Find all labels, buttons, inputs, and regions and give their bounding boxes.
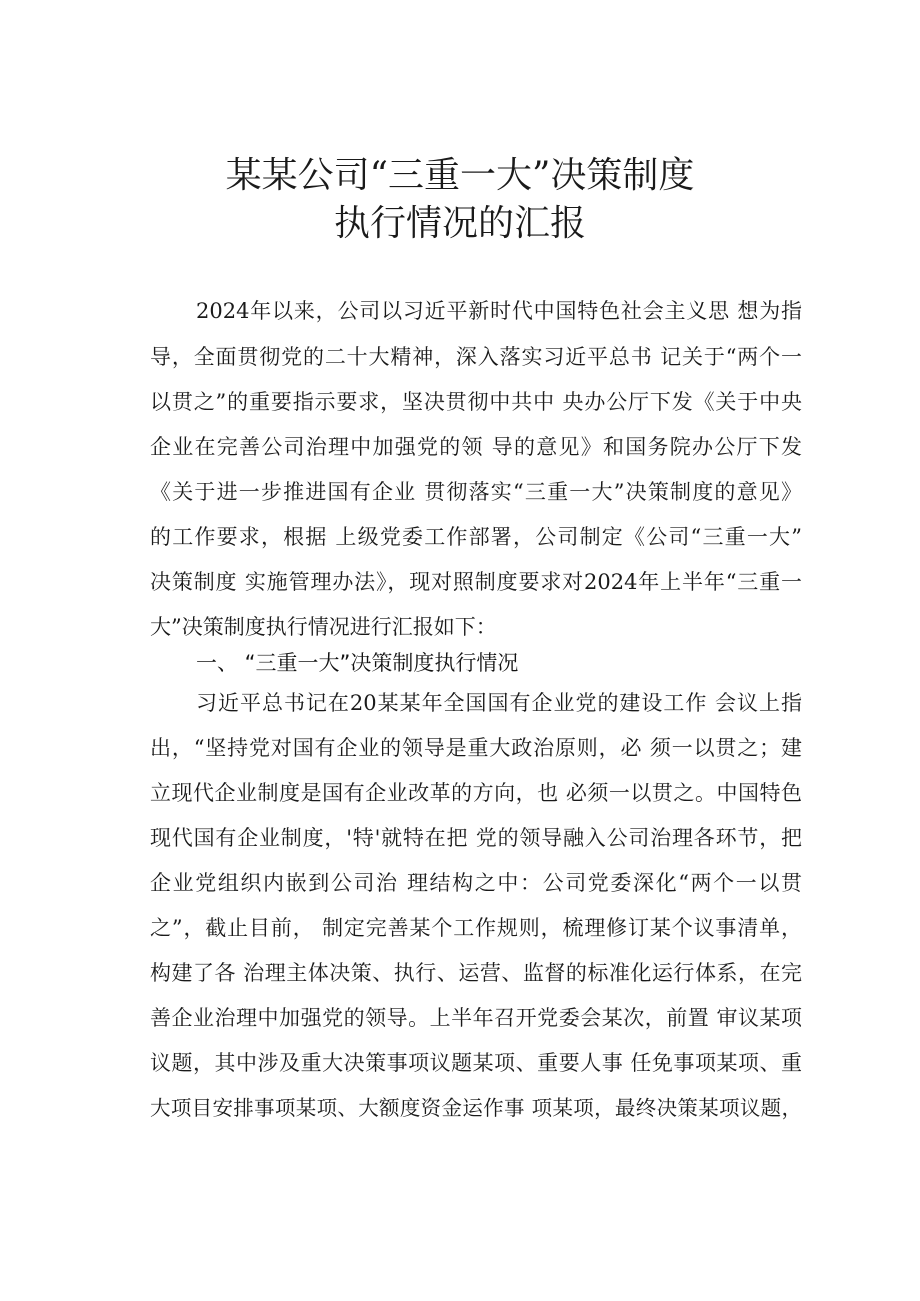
paragraph-2-line: 构建了各 治理主体决策、执行、运营、监督的标准化运行体系，在完 [150, 961, 802, 985]
paragraph-1-line: 企业在完善公司治理中加强党的领 导的意见》和国务院办公厅下发 [150, 435, 802, 459]
paragraph-2-line: 善企业治理中加强党的领导。上半年召开党委会某次，前置 审议某项 [150, 1006, 802, 1030]
paragraph-2-line: 议题，其中涉及重大决策事项议题某项、重要人事 任免事项某项、重 [150, 1051, 802, 1075]
paragraph-1-line: 导，全面贯彻党的二十大精神，深入落实习近平总书 记关于“两个一 [150, 345, 802, 369]
paragraph-2-line: 企业党组织内嵌到公司治 理结构之中：公司党委深化“两个一以贯 [150, 871, 802, 895]
paragraph-2-line: 立现代企业制度是国有企业改革的方向，也 必须一以贯之。中国特色 [150, 781, 802, 805]
section-heading-1: 一、 “三重一大”决策制度执行情况 [196, 651, 519, 675]
paragraph-1-line: 以贯之”的重要指示要求，坚决贯彻中共中 央办公厅下发《关于中央 [150, 390, 802, 414]
paragraph-2-line: 出，“坚持党对国有企业的领导是重大政治原则，必 须一以贯之；建 [150, 736, 802, 760]
paragraph-2-line: 现代国有企业制度，'特'就特在把 党的领导融入公司治理各环节，把 [150, 826, 802, 850]
document-title-line-1: 某某公司“三重一大”决策制度 [225, 155, 695, 196]
paragraph-1-line: 大”决策制度执行情况进行汇报如下： [150, 615, 497, 639]
paragraph-1-line: 的工作要求，根据 上级党委工作部署，公司制定《公司“三重一大” [150, 525, 802, 549]
paragraph-2-line: 习近平总书记在20某某年全国国有企业党的建设工作 会议上指 [196, 691, 802, 715]
paragraph-2-line: 之”，截止目前， 制定完善某个工作规则，梳理修订某个议事清单， [150, 916, 802, 940]
paragraph-1-line: 决策制度 实施管理办法》，现对照制度要求对2024年上半年“三重一 [150, 570, 802, 594]
paragraph-2-line: 大项目安排事项某项、大额度资金运作事 项某项，最终决策某项议题， [150, 1096, 802, 1120]
paragraph-1-line: 2024年以来，公司以习近平新时代中国特色社会主义思 想为指 [196, 299, 802, 323]
paragraph-1-line: 《关于进一步推进国有企业 贯彻落实“三重一大”决策制度的意见》 [150, 480, 802, 504]
document-title-line-2: 执行情况的汇报 [333, 203, 586, 244]
